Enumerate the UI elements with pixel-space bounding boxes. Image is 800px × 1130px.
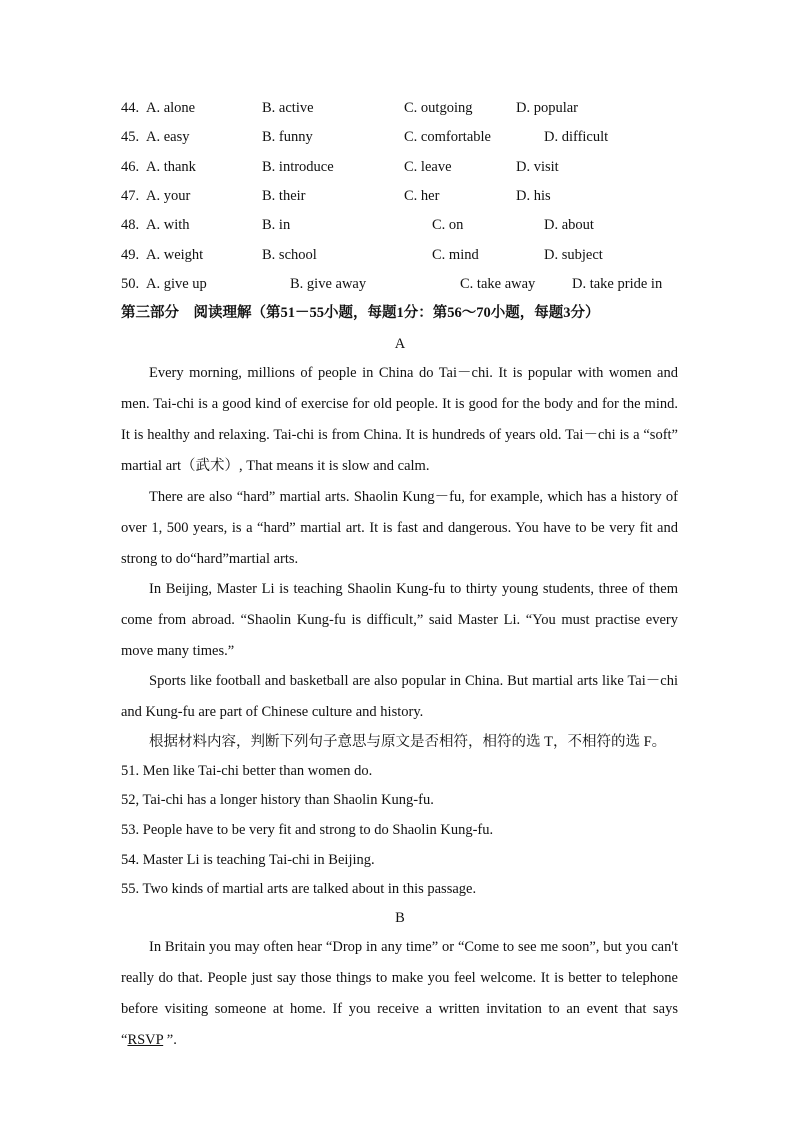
option-a: A. give up xyxy=(146,276,207,292)
question-53: 53. People have to be very fit and strong to do Shaolin Kung-fu. xyxy=(121,822,494,838)
question-54: 54. Master Li is teaching Tai-chi in Beijing. xyxy=(121,852,375,868)
option-c: C. on xyxy=(432,217,464,233)
option-d: D. visit xyxy=(516,159,559,175)
option-c: C. outgoing xyxy=(404,100,473,116)
option-b: B. introduce xyxy=(262,159,334,175)
option-a: A. weight xyxy=(146,247,204,263)
option-d: D. popular xyxy=(516,100,579,116)
option-d: D. about xyxy=(544,217,594,233)
option-d: D. his xyxy=(516,188,551,204)
question-number: 46. xyxy=(121,159,140,175)
question-number: 49. xyxy=(121,247,140,263)
option-b: B. give away xyxy=(290,276,367,292)
passage-b-text-end: ”. xyxy=(163,1032,177,1048)
option-d: D. subject xyxy=(544,247,603,263)
option-a: A. thank xyxy=(146,159,196,175)
question-number: 50. xyxy=(121,276,140,292)
passage-b-text: In Britain you may often hear “Drop in any time” or “Come to see me soon”, but you can't really do that. People just say those things to make you feel welcome. It is better to telephone before visiting someone at home. If you receive a written invitation to an event that says “ xyxy=(121,939,678,1048)
question-number: 44. xyxy=(121,100,140,116)
option-c: C. leave xyxy=(404,159,452,175)
question-number: 47. xyxy=(121,188,140,204)
passage-a-instruction: 根据材料内容，判断下列句子意思与原文是否相符，相符的选 T，不相符的选 F。 xyxy=(149,734,667,750)
option-b: B. school xyxy=(262,247,317,263)
option-b: B. active xyxy=(262,100,314,116)
passage-a-paragraph-3: In Beijing, Master Li is teaching Shaolin Kung-fu to thirty young students, three of them come from abroad. “Shaolin Kung-fu is difficult,” said Master Li. “You must practise every move many times.” xyxy=(121,581,678,659)
option-c: C. comfortable xyxy=(404,129,491,145)
option-d: D. take pride in xyxy=(572,276,663,292)
passage-b-heading: B xyxy=(395,910,405,926)
option-a: A. easy xyxy=(146,129,190,145)
option-b: B. their xyxy=(262,188,306,204)
question-number: 48. xyxy=(121,217,140,233)
rsvp-underlined: RSVP xyxy=(127,1032,164,1048)
passage-b-paragraph-1 xyxy=(121,932,678,1056)
passage-a-paragraph-1: Every morning, millions of people in China do Tai－chi. It is popular with women and men. Tai-chi is a good kind of exercise for old people. It is good for the body and for the mind. It is healthy and relaxing. Tai-chi is from China. It is hundreds of years old. Tai－chi is a “soft” martial art（武术）, That means it is slow and calm. xyxy=(121,365,678,474)
passage-a-heading: A xyxy=(394,336,406,352)
question-55: 55. Two kinds of martial arts are talked about in this passage. xyxy=(121,881,477,897)
question-51: 51. Men like Tai-chi better than women do. xyxy=(121,763,373,779)
question-52: 52, Tai-chi has a longer history than Shaolin Kung-fu. xyxy=(121,792,434,808)
option-a: A. with xyxy=(146,217,190,233)
passage-a-paragraph-2: There are also “hard” martial arts. Shaolin Kung－fu, for example, which has a history of over 1, 500 years, is a “hard” martial art. It is fast and dangerous. You have to be very fit and strong to do“hard”martial arts. xyxy=(121,489,678,567)
passage-a-paragraph-4: Sports like football and basketball are also popular in China. But martial arts like Tai－chi and Kung-fu are part of Chinese culture and history. xyxy=(121,673,678,720)
option-a: A. alone xyxy=(146,100,196,116)
option-c: C. her xyxy=(404,188,440,204)
option-c: C. mind xyxy=(432,247,479,263)
option-b: B. in xyxy=(262,217,291,233)
question-number: 45. xyxy=(121,129,140,145)
option-c: C. take away xyxy=(460,276,536,292)
section-title: 第三部分 阅读理解（第51－55小题，每题1分：第56～70小题，每题3分） xyxy=(121,305,600,321)
option-a: A. your xyxy=(146,188,191,204)
option-b: B. funny xyxy=(262,129,313,145)
option-d: D. difficult xyxy=(544,129,609,145)
